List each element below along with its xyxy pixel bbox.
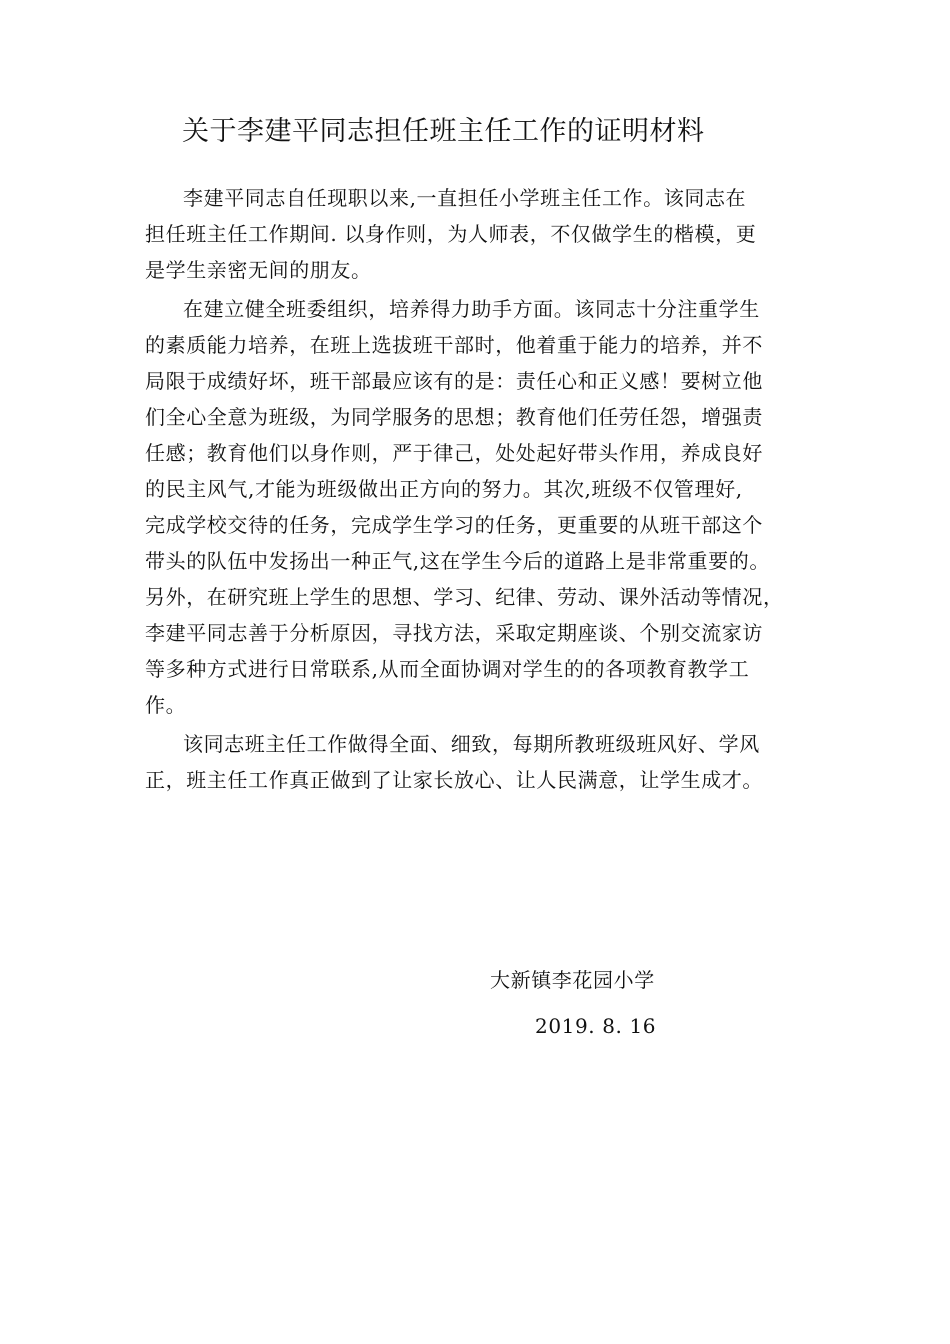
paragraph-line: 李建平同志善于分析原因，寻找方法，采取定期座谈、个别交流家访	[145, 621, 763, 645]
paragraph-line: 局限于成绩好坏，班干部最应该有的是：责任心和正义感！要树立他	[145, 369, 763, 393]
paragraph-line: 在建立健全班委组织，培养得力助手方面。该同志十分注重学生	[183, 297, 760, 321]
paragraph-line: 等多种方式进行日常联系,从而全面协调对学生的的各项教育教学工	[145, 657, 750, 681]
paragraph-line: 该同志班主任工作做得全面、细致，每期所教班级班风好、学风	[183, 732, 760, 756]
paragraph-line: 任感；教育他们以身作则，严于律己，处处起好带头作用，养成良好	[145, 441, 763, 465]
paragraph-line: 完成学校交待的任务，完成学生学习的任务，更重要的从班干部这个	[145, 513, 763, 537]
document-body	[145, 180, 825, 798]
document-title: 关于李建平同志担任班主任工作的证明材料	[182, 116, 705, 147]
paragraph-line: 的素质能力培养，在班上选拔班干部时，他着重于能力的培养，并不	[145, 333, 763, 357]
paragraph-2	[145, 291, 825, 723]
paragraph-line: 正，班主任工作真正做到了让家长放心、让人民满意，让学生成才。	[145, 768, 763, 792]
paragraph-line: 李建平同志自任现职以来,一直担任小学班主任工作。该同志在	[183, 186, 747, 210]
paragraph-line: 的民主风气,才能为班级做出正方向的努力。其次,班级不仅管理好,	[145, 477, 743, 501]
paragraph-3	[145, 726, 825, 798]
paragraph-line: 们全心全意为班级，为同学服务的思想；教育他们任劳任怨，增强责	[145, 405, 763, 429]
paragraph-1	[145, 180, 825, 288]
paragraph-line: 带头的队伍中发扬出一种正气,这在学生今后的道路上是非常重要的。	[145, 549, 770, 573]
paragraph-line: 担任班主任工作期间. 以身作则，为人师表，不仅做学生的楷模，更	[145, 222, 757, 246]
signature-date: 2019. 8. 16	[535, 1014, 657, 1038]
signature-organization: 大新镇李花园小学	[490, 968, 655, 992]
paragraph-line: 作。	[145, 693, 187, 717]
paragraph-line: 另外，在研究班上学生的思想、学习、纪律、劳动、课外活动等情况，	[145, 585, 784, 609]
paragraph-line: 是学生亲密无间的朋友。	[145, 258, 372, 282]
